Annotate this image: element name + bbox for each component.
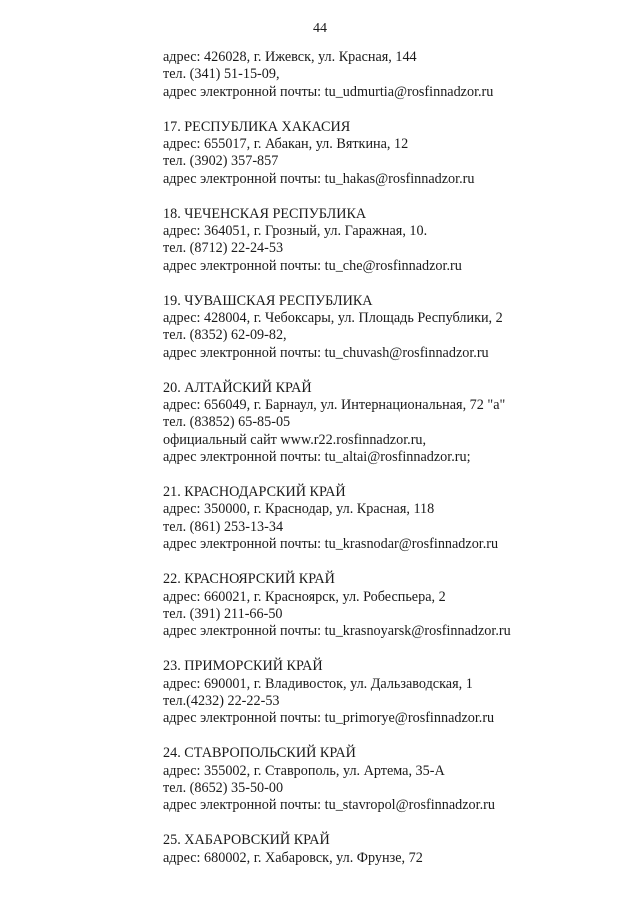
email-line: адрес электронной почты: tu_udmurtia@rosfinnadzor.ru xyxy=(163,83,494,100)
phone-line: тел. (83852) 65-85-05 xyxy=(163,414,291,431)
email-line: адрес электронной почты: tu_che@rosfinnadzor.ru xyxy=(163,257,462,274)
region-heading: 23. ПРИМОРСКИЙ КРАЙ xyxy=(163,658,323,675)
address-line: адрес: 655017, г. Абакан, ул. Вяткина, 12 xyxy=(163,136,409,153)
region-heading: 19. ЧУВАШСКАЯ РЕСПУБЛИКА xyxy=(163,292,373,309)
address-line: адрес: 364051, г. Грозный, ул. Гаражная, 10. xyxy=(163,223,428,240)
office-entry xyxy=(163,832,623,867)
phone-line: тел. (8652) 35-50-00 xyxy=(163,779,284,796)
phone-line: тел.(4232) 22-22-53 xyxy=(163,692,280,709)
address-line: адрес: 690001, г. Владивосток, ул. Дальзаводская, 1 xyxy=(163,675,473,692)
phone-line: тел. (8352) 62-09-82, xyxy=(163,327,287,344)
phone-line: тел. (3902) 357-857 xyxy=(163,153,279,170)
website-line: официальный сайт www.r22.rosfinnadzor.ru, xyxy=(163,431,427,448)
region-heading: 25. ХАБАРОВСКИЙ КРАЙ xyxy=(163,832,330,849)
office-entry xyxy=(163,293,623,363)
region-heading: 20. АЛТАЙСКИЙ КРАЙ xyxy=(163,379,312,396)
office-entry xyxy=(163,119,623,189)
office-entry xyxy=(163,571,623,641)
address-line: адрес: 350000, г. Краснодар, ул. Красная, 118 xyxy=(163,501,435,518)
office-entry xyxy=(163,206,623,276)
region-heading: 22. КРАСНОЯРСКИЙ КРАЙ xyxy=(163,571,335,588)
email-line: адрес электронной почты: tu_chuvash@rosfinnadzor.ru xyxy=(163,344,489,361)
email-line: адрес электронной почты: tu_hakas@rosfinnadzor.ru xyxy=(163,170,475,187)
region-heading: 21. КРАСНОДАРСКИЙ КРАЙ xyxy=(163,484,346,501)
phone-line: тел. (391) 211-66-50 xyxy=(163,605,283,622)
email-line: адрес электронной почты: tu_primorye@rosfinnadzor.ru xyxy=(163,710,495,727)
address-line: адрес: 680002, г. Хабаровск, ул. Фрунзе, 72 xyxy=(163,849,423,866)
region-heading: 24. СТАВРОПОЛЬСКИЙ КРАЙ xyxy=(163,745,356,762)
region-heading: 17. РЕСПУБЛИКА ХАКАСИЯ xyxy=(163,118,351,135)
address-line: адрес: 656049, г. Барнаул, ул. Интернациональная, 72 "а" xyxy=(163,397,506,414)
email-line: адрес электронной почты: tu_krasnoyarsk@rosfinnadzor.ru xyxy=(163,623,511,640)
office-entry xyxy=(163,658,623,728)
address-line: адрес: 660021, г. Красноярск, ул. Робеспьера, 2 xyxy=(163,588,446,605)
address-line: адрес: 355002, г. Ставрополь, ул. Артема, 35-А xyxy=(163,762,445,779)
region-heading: 18. ЧЕЧЕНСКАЯ РЕСПУБЛИКА xyxy=(163,205,367,222)
email-line: адрес электронной почты: tu_stavropol@rosfinnadzor.ru xyxy=(163,797,495,814)
office-entry xyxy=(163,49,623,101)
office-entry xyxy=(163,380,623,467)
address-line: адрес: 426028, г. Ижевск, ул. Красная, 144 xyxy=(163,49,417,65)
phone-line: тел. (861) 253-13-34 xyxy=(163,518,284,535)
office-entry xyxy=(163,484,623,554)
page-number: 44 xyxy=(313,21,327,36)
office-entry xyxy=(163,745,623,815)
document-body xyxy=(163,49,623,867)
email-line: адрес электронной почты: tu_altai@rosfinnadzor.ru; xyxy=(163,449,471,466)
phone-line: тел. (341) 51-15-09, xyxy=(163,66,280,83)
phone-line: тел. (8712) 22-24-53 xyxy=(163,240,284,257)
email-line: адрес электронной почты: tu_krasnodar@rosfinnadzor.ru xyxy=(163,536,499,553)
address-line: адрес: 428004, г. Чебоксары, ул. Площадь Республики, 2 xyxy=(163,310,503,327)
